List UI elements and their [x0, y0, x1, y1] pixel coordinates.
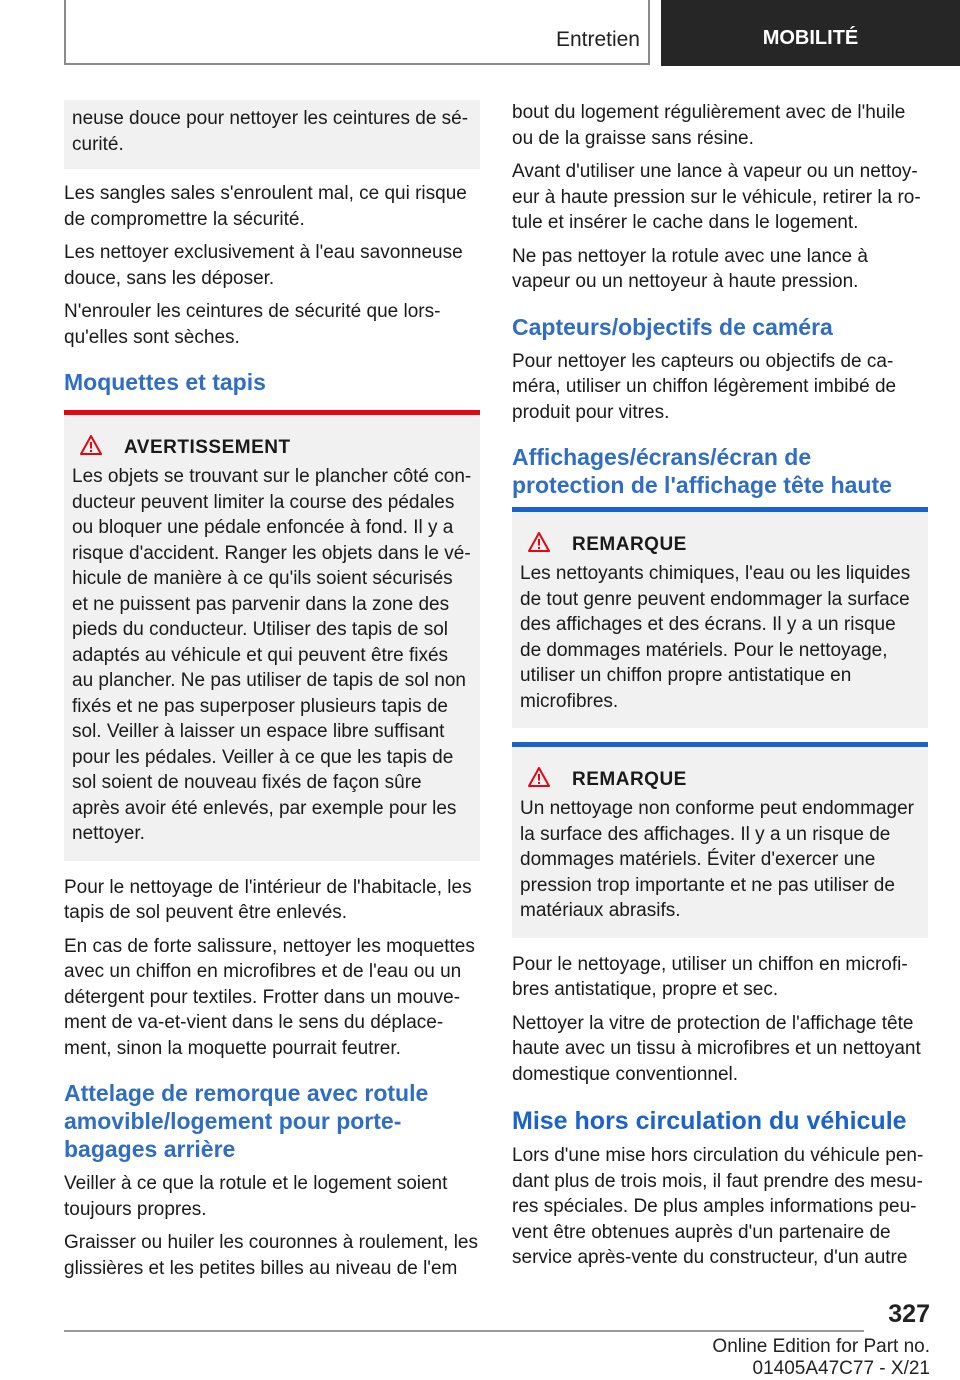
note-title: REMARQUE — [572, 533, 687, 555]
paragraph: Nettoyer la vitre de protection de l'affichage tête haute avec un tissu à microfibres et un nettoyant domestique conventionnel. — [512, 1012, 921, 1085]
header-rule-bottom — [64, 63, 650, 65]
paragraph: Avant d'utiliser une lance à vapeur ou un nettoyeur à haute pression sur le véhicule, retirer la rotule et insérer le cache dans le logement. — [512, 161, 921, 233]
paragraph: neuse douce pour nettoyer les ceintures de sécurité. — [72, 108, 469, 155]
note-title: REMARQUE — [572, 768, 687, 790]
paragraph: Veiller à ce que la rotule et le logement soient toujours propres. — [64, 1173, 448, 1220]
continued-note-box — [64, 100, 480, 169]
paragraph: En cas de forte salissure, nettoyer les moquettes avec un chiffon en microfibres et de l'eau ou un détergent pour textiles. Frotter dans un mouvement de va-et-vient dans le sens du déplacement, sinon la moquette pourrait feutrer. — [64, 935, 475, 1059]
note-header — [520, 532, 920, 557]
chapter-tab-mobilite[interactable]: MOBILITÉ — [661, 0, 960, 66]
paragraph: Lors d'une mise hors circulation du véhicule pendant plus de trois mois, il faut prendre des mesures spéciales. De plus amples informations peuvent être obtenues auprès d'un partenaire de service après-vente du constructeur, d'un autre — [512, 1145, 924, 1268]
heading-affichages: Affichages/écrans/écran de protection de l'affichage tête haute — [512, 444, 892, 498]
paragraph: Pour le nettoyage de l'intérieur de l'habitacle, les tapis de sol peuvent être enlevés. — [64, 876, 472, 923]
warning-box — [64, 415, 480, 861]
heading-capteurs: Capteurs/objectifs de caméra — [512, 313, 833, 340]
page-number: 327 — [888, 1300, 930, 1328]
paragraph: Graisser ou huiler les couronnes à roulement, les glissières et les petites billes au niveau de l'em — [64, 1232, 478, 1279]
paragraph: N'enrouler les ceintures de sécurité que lorsqu'elles sont sèches. — [64, 301, 441, 348]
warning-title: AVERTISSEMENT — [124, 436, 291, 458]
right-column — [512, 100, 928, 1279]
warning-header — [72, 435, 472, 460]
note-box — [512, 512, 928, 728]
paragraph: bout du logement régulièrement avec de l'huile ou de la graisse sans résine. — [512, 102, 906, 149]
heading-moquettes: Moquettes et tapis — [64, 368, 480, 415]
paragraph: Ne pas nettoyer la rotule avec une lance à vapeur ou un nettoyeur à haute pression. — [512, 245, 868, 292]
warning-text: Les objets se trouvant sur le plancher côté conducteur peuvent limiter la course des pédales ou bloquer une pédale enfoncée à fond. Il y a risque d'accident. Ranger les objets dans le véhicule de manière à ce qu'ils soient sécurisés et ne puissent pas parvenir dans la zone des pieds du conducteur. Utiliser des tapis de sol adaptés au véhicule et qui peuvent être fixés au plancher. Ne pas utiliser de tapis de sol non fixés et ne pas superposer plusieurs tapis de sol. Veiller à laisser un espace libre suffisant pour les pédales. Veiller à ce que les tapis de sol soient de nouveau fixés de façon sûre après avoir été enlevés, par exemple pour les nettoyer. — [72, 466, 472, 844]
note-text: Les nettoyants chimiques, l'eau ou les liquides de tout genre peuvent endommager la surface des affichages et des écrans. Il y a un risque de dommages matériels. Pour le nettoyage, utiliser un chiffon propre antistatique en microfibres. — [520, 563, 911, 712]
header-rule-right — [648, 0, 650, 64]
section-tab-entretien[interactable]: Entretien — [555, 28, 640, 51]
note-text: Un nettoyage non conforme peut endommager la surface des affichages. Il y a un risque de dommages matériels. Éviter d'exercer une pression trop importante et ne pas utiliser de matériaux abrasifs. — [520, 798, 914, 921]
left-column — [64, 100, 480, 1289]
footer-rule — [64, 1330, 864, 1332]
paragraph: Pour le nettoyage, utiliser un chiffon en microfibres antistatique, propre et sec. — [512, 953, 908, 1000]
paragraph: Les nettoyer exclusivement à l'eau savonneuse douce, sans les déposer. — [64, 242, 463, 289]
note-header — [520, 767, 920, 792]
header-rule-left — [64, 0, 66, 64]
paragraph: Pour nettoyer les capteurs ou objectifs de caméra, utiliser un chiffon légèrement imbibé de produit pour vitres. — [512, 350, 897, 423]
heading-attelage: Attelage de remorque avec rotule amovible/logement pour porte-bagages arrière — [64, 1080, 429, 1162]
warning-triangle-icon — [528, 532, 550, 557]
note-box — [512, 747, 928, 938]
warning-triangle-icon — [528, 767, 550, 792]
heading-mise-hors-circulation: Mise hors circulation du véhicule — [512, 1107, 907, 1135]
footer-edition: Online Edition for Part no. 01405A47C77 - X/21 — [712, 1336, 930, 1379]
paragraph: Les sangles sales s'enroulent mal, ce qui risque de compromettre la sécurité. — [64, 183, 467, 230]
warning-triangle-icon — [80, 435, 102, 460]
